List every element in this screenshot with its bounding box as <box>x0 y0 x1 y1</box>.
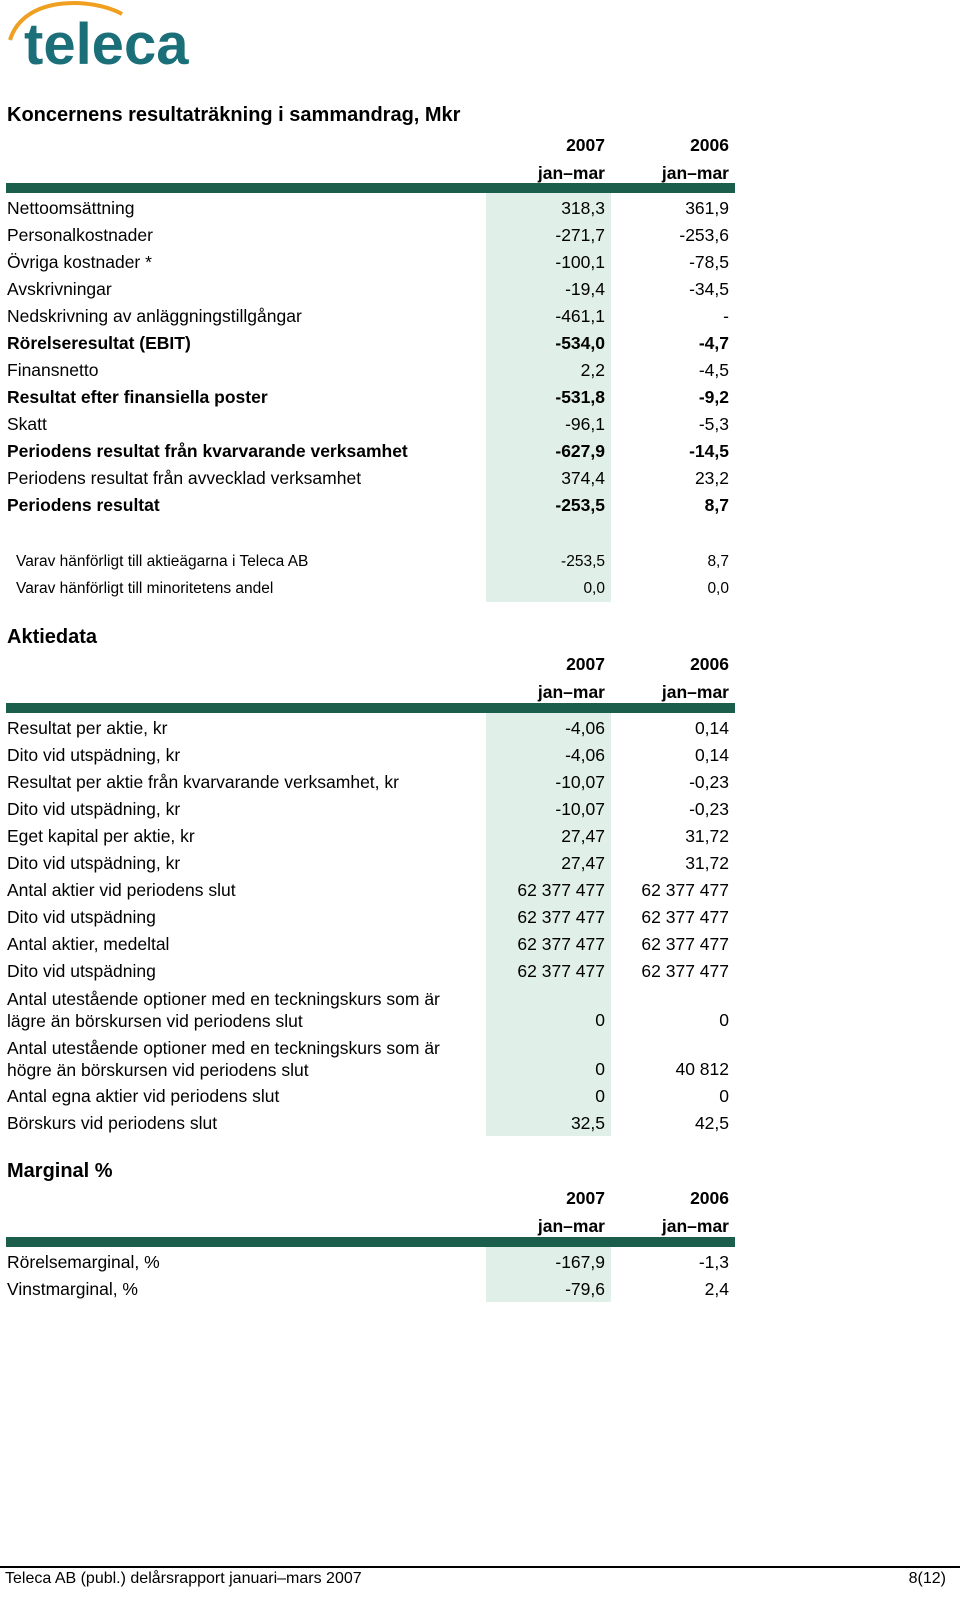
footer-divider <box>0 1566 960 1568</box>
table-row: Resultat per aktie från kvarvarande verksamhet, kr -10,07 -0,23 <box>7 772 729 792</box>
table-row: Antal utestående optioner med en teckningskurs som är lägre än börskursen vid periodens slut 0 0 <box>7 989 729 1031</box>
table-row: Rörelsemarginal, % -167,9 -1,3 <box>7 1252 729 1272</box>
logo-wordmark: teleca <box>24 12 189 77</box>
shares-col2-year: 2006 <box>690 654 729 674</box>
margin-header-bar <box>6 1237 735 1247</box>
table-row: Nedskrivning av anläggningstillgångar -461,1 - <box>7 306 729 326</box>
table-row: Dito vid utspädning, kr -4,06 0,14 <box>7 745 729 765</box>
table-row: Antal egna aktier vid periodens slut 0 0 <box>7 1086 729 1106</box>
table-row: Antal aktier vid periodens slut 62 377 477 62 377 477 <box>7 880 729 900</box>
table-row: Periodens resultat -253,5 8,7 <box>7 495 729 515</box>
table-row: Rörelseresultat (EBIT) -534,0 -4,7 <box>7 333 729 353</box>
table-row: Resultat efter finansiella poster -531,8 -9,2 <box>7 387 729 407</box>
income-title: Koncernens resultaträkning i sammandrag, Mkr <box>7 104 461 126</box>
table-row: Periodens resultat från kvarvarande verksamhet -627,9 -14,5 <box>7 441 729 461</box>
table-row: Börskurs vid periodens slut 32,5 42,5 <box>7 1113 729 1133</box>
table-row: Antal aktier, medeltal 62 377 477 62 377 477 <box>7 934 729 954</box>
table-row: Dito vid utspädning 62 377 477 62 377 477 <box>7 907 729 927</box>
table-row: Eget kapital per aktie, kr 27,47 31,72 <box>7 826 729 846</box>
table-row: Dito vid utspädning, kr 27,47 31,72 <box>7 853 729 873</box>
teleca-logo <box>4 0 294 78</box>
margin-col2-year: 2006 <box>690 1188 729 1208</box>
income-col1-period: jan–mar <box>537 163 605 183</box>
table-row: Nettoomsättning 318,3 361,9 <box>7 198 729 218</box>
margin-col1-year: 2007 <box>566 1188 605 1208</box>
shares-col2-period: jan–mar <box>661 682 729 702</box>
table-row: Vinstmarginal, % -79,6 2,4 <box>7 1279 729 1299</box>
shares-col1-year: 2007 <box>566 654 605 674</box>
income-col1-year: 2007 <box>566 135 605 155</box>
table-row: Finansnetto 2,2 -4,5 <box>7 360 729 380</box>
table-row: Antal utestående optioner med en teckningskurs som är högre än börskursen vid periodens slut 0 40 812 <box>7 1038 729 1080</box>
page-number: 8(12) <box>908 1570 946 1587</box>
table-row: Övriga kostnader * -100,1 -78,5 <box>7 252 729 272</box>
footer-text: Teleca AB (publ.) delårsrapport januari–mars 2007 <box>5 1570 362 1587</box>
margin-title: Marginal % <box>7 1160 113 1182</box>
income-col2-year: 2006 <box>690 135 729 155</box>
margin-col1-period: jan–mar <box>537 1216 605 1236</box>
table-row: Dito vid utspädning 62 377 477 62 377 477 <box>7 961 729 981</box>
margin-col2-period: jan–mar <box>661 1216 729 1236</box>
table-row: Skatt -96,1 -5,3 <box>7 414 729 434</box>
table-row: Personalkostnader -271,7 -253,6 <box>7 225 729 245</box>
table-row: Varav hänförligt till aktieägarna i Teleca AB -253,5 8,7 <box>16 553 729 570</box>
table-row: Dito vid utspädning, kr -10,07 -0,23 <box>7 799 729 819</box>
shares-title: Aktiedata <box>7 626 98 648</box>
income-header-bar <box>6 183 735 193</box>
shares-col1-period: jan–mar <box>537 682 605 702</box>
shares-header-bar <box>6 703 735 713</box>
table-row: Varav hänförligt till minoritetens andel 0,0 0,0 <box>16 580 729 597</box>
income-col2-period: jan–mar <box>661 163 729 183</box>
table-row: Periodens resultat från avvecklad verksamhet 374,4 23,2 <box>7 468 729 488</box>
table-row: Avskrivningar -19,4 -34,5 <box>7 279 729 299</box>
table-row: Resultat per aktie, kr -4,06 0,14 <box>7 718 729 738</box>
